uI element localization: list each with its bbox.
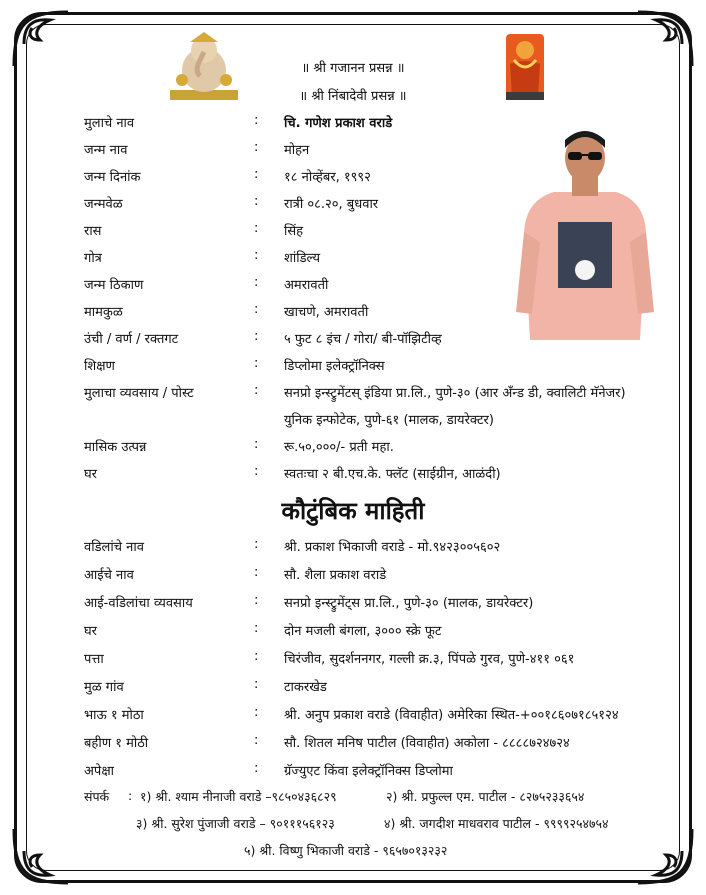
contact-label: संपर्क xyxy=(84,789,110,804)
row-value: डिप्लोमा इलेक्ट्रॉनिक्स xyxy=(284,359,385,374)
row-label: अपेक्षा xyxy=(84,764,115,779)
blessing-line-2: ॥ श्री निंबादेवी प्रसन्न ॥ xyxy=(299,89,407,104)
row-label: आई-वडिलांचा व्यवसाय xyxy=(84,596,193,611)
row-value: रू.५०,०००/- प्रती महा. xyxy=(284,440,394,455)
row-label: मासिक उत्पन्न xyxy=(84,440,147,455)
row-label: भाऊ १ मोठा xyxy=(84,708,144,723)
row-colon: : xyxy=(254,705,259,720)
family-row-native-village xyxy=(84,677,684,699)
contact-4: ४) श्री. जगदीश माधवराव पाटील - ९९९९२५४७५४ xyxy=(384,816,609,831)
row-value: श्री. अनुप प्रकाश वराडे (विवाहीत) अमेरिका स्थित-+००१८६०७१८५१२४ xyxy=(284,708,619,723)
row-label: जन्म नाव xyxy=(84,143,128,158)
profile-row-house xyxy=(84,464,684,486)
row-label: वडिलांचे नाव xyxy=(84,540,144,555)
row-value: १८ नोव्हेंबर, १९९२ xyxy=(284,170,371,185)
family-row-mother xyxy=(84,565,684,587)
row-colon: : xyxy=(254,383,259,398)
row-value: श्री. प्रकाश भिकाजी वराडे - मो.९४२३००५६०२ xyxy=(284,540,501,555)
row-label: पत्ता xyxy=(84,652,104,667)
row-value: युनिक इन्फोटेक, पुणे-६१ (मालक, डायरेक्टर) xyxy=(284,413,494,428)
row-colon: : xyxy=(254,464,259,479)
row-value: मोहन xyxy=(284,143,310,158)
row-colon: : xyxy=(254,437,259,452)
row-colon: : xyxy=(254,733,259,748)
row-colon: : xyxy=(254,649,259,664)
row-colon: : xyxy=(254,677,259,692)
row-label: उंची / वर्ण / रक्तगट xyxy=(84,332,179,347)
family-row-parents-occupation xyxy=(84,593,684,615)
row-value: सनप्रो इन्स्ट्रुमेंट्स प्रा.लि., पुणे-३० (मालक, डायरेक्टर) xyxy=(284,596,534,611)
row-value: रात्री ०८.२०, बुधवार xyxy=(284,197,379,212)
family-row-house xyxy=(84,621,684,643)
row-value: शांडिल्य xyxy=(284,251,321,266)
contact-2: २) श्री. प्रफुल्ल एम. पाटील - ८२७५२३३६५४ xyxy=(386,789,585,804)
row-value: सिंह xyxy=(284,224,304,239)
corner-ornament-bottom-left xyxy=(6,821,76,891)
profile-row-occupation xyxy=(84,383,684,405)
row-value: स्वतःचा २ बी.एच.के. फ्लॅट (साईग्रीन, आळंदी) xyxy=(284,467,501,482)
candidate-photo xyxy=(510,122,660,340)
blessing-line-1: ॥ श्री गजानन प्रसन्न ॥ xyxy=(301,61,405,76)
row-colon: : xyxy=(254,113,259,128)
row-label: शिक्षण xyxy=(84,359,115,374)
row-label: घर xyxy=(84,467,98,482)
corner-ornament-bottom-right xyxy=(630,821,700,891)
row-label: मुलाचे नाव xyxy=(84,116,135,131)
row-colon: : xyxy=(254,356,259,371)
family-row-father xyxy=(84,537,684,559)
row-value: चिरंजीव, सुदर्शननगर, गल्ली क्र.३, पिंपळे गुरव, पुणे-४११ ०६१ xyxy=(284,652,575,667)
family-row-sister xyxy=(84,733,684,755)
row-value: खाचणे, अमरावती xyxy=(284,305,369,320)
row-label: मामकुळ xyxy=(84,305,123,320)
row-colon: : xyxy=(254,248,259,263)
row-value: चि. गणेश प्रकाश वराडे xyxy=(284,116,393,131)
family-row-expectations xyxy=(84,761,684,783)
contact-1: १) श्री. श्याम नीनाजी वराडे –९८५०४३६८२९ xyxy=(140,789,337,804)
row-label: घर xyxy=(84,624,98,639)
row-colon: : xyxy=(254,140,259,155)
profile-row-education xyxy=(84,356,684,378)
row-value: सौ. शितल मनिष पाटील (विवाहीत) अकोला - ८८८८७२४७२४ xyxy=(284,736,570,751)
contact-3: ३) श्री. सुरेश पुंजाजी वराडे – ९०१११५६१२३ xyxy=(136,816,335,831)
row-label: बहीण १ मोठी xyxy=(84,736,149,751)
row-value: सनप्रो इन्स्ट्रुमेंटस् इंडिया प्रा.लि., पुणे-३० (आर अँन्ड डी, क्वालिटी मॅनेजर) xyxy=(284,386,626,401)
row-colon: : xyxy=(254,621,259,636)
row-label: मुलाचा व्यवसाय / पोस्ट xyxy=(84,386,194,401)
row-colon: : xyxy=(254,537,259,552)
row-value: ५ फुट ८ इंच / गोरा/ बी-पॉझिटीव्ह xyxy=(284,332,442,347)
family-row-address xyxy=(84,649,684,671)
row-colon: : xyxy=(254,593,259,608)
row-colon: : xyxy=(254,194,259,209)
row-colon: : xyxy=(254,302,259,317)
contact-5: ५) श्री. विष्णु भिकाजी वराडे - ९६५७०१३२३२ xyxy=(244,843,448,858)
profile-row-occupation-2 xyxy=(84,410,684,432)
row-label: जन्म दिनांक xyxy=(84,170,141,185)
row-label: आईचे नाव xyxy=(84,568,134,583)
row-label: गोत्र xyxy=(84,251,102,266)
row-label: मुळ गांव xyxy=(84,680,124,695)
row-colon: : xyxy=(254,761,259,776)
row-label: रास xyxy=(84,224,102,239)
profile-row-income xyxy=(84,437,684,459)
row-value: सौ. शैला प्रकाश वराडे xyxy=(284,568,387,583)
contact-colon: : xyxy=(128,788,133,803)
row-value: टाकरखेड xyxy=(284,680,327,695)
row-colon: : xyxy=(254,329,259,344)
row-value: दोन मजली बंगला, ३००० स्क्रे फूट xyxy=(284,624,442,639)
row-value: अमरावती xyxy=(284,278,329,293)
row-label: जन्म ठिकाण xyxy=(84,278,144,293)
row-label: जन्मवेळ xyxy=(84,197,123,212)
row-value: ग्रॅज्युएट किंवा इलेक्ट्रॉनिक्स डिप्लोमा xyxy=(284,764,453,779)
row-colon: : xyxy=(254,221,259,236)
row-colon: : xyxy=(254,565,259,580)
row-colon: : xyxy=(254,275,259,290)
row-colon: : xyxy=(254,167,259,182)
family-section-title: कौटुंबिक माहिती xyxy=(281,497,425,525)
family-row-brother xyxy=(84,705,684,727)
